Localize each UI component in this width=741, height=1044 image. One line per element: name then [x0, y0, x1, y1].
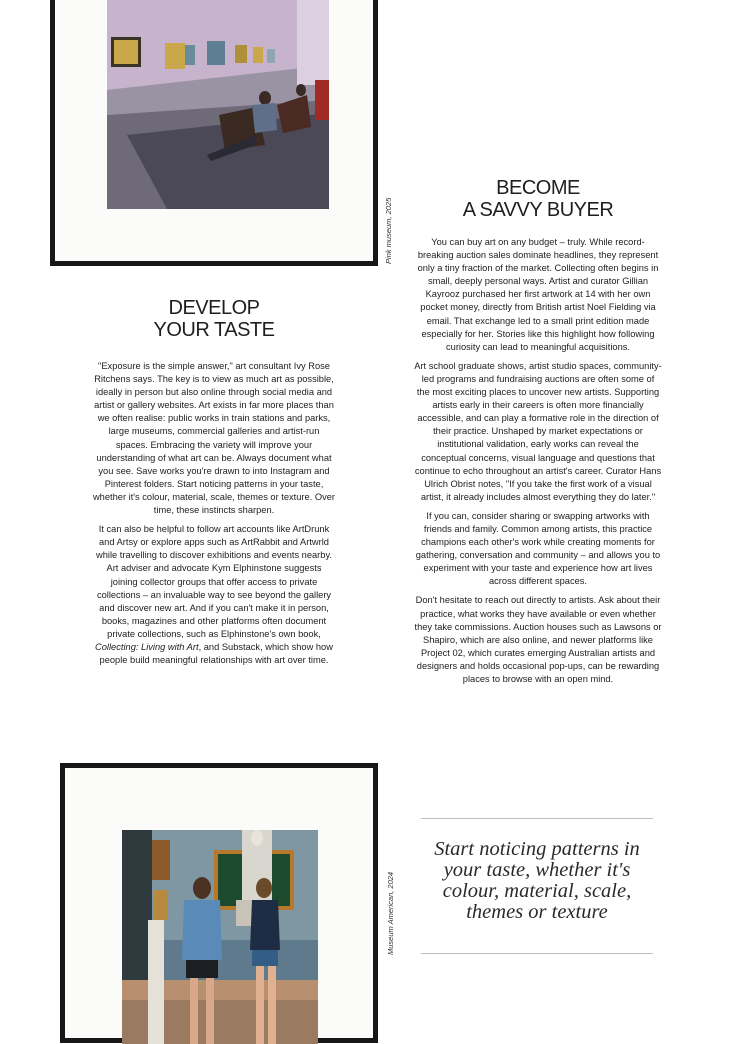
divider: [421, 953, 653, 954]
artwork-frame-top: [50, 0, 378, 266]
body-paragraph: Don't hesitate to reach out directly to artists. Ask about their practice, what works they have available or even whether they take commissions. Auction houses such as Lawsons or Shapiro, which are also online, and newer platforms like Project 02, which curates emerging Australian artists and designers and holds occasional pop-ups, can be rewarding places to browse with an open mind.: [414, 595, 662, 684]
section-heading-buyer: [420, 177, 656, 221]
body-paragraph: You can buy art on any budget – truly. While record-breaking auction sales dominate headlines, they represent only a tiny fraction of the market. Collecting often begins in small, deeply personal ways. Artist and curator Gillian Kayrooz purchased her first artwork at 14 with her own pocket money, directly from British artist Noel Fielding via email. That exchange led to a small print edition made especially for her. Stories like this highlight how following curiosity can lead to meaningful acquisitions.: [417, 237, 659, 352]
body-paragraph: Art school graduate shows, artist studio spaces, community-led programs and fundraising auctions are often some of the most exciting places to uncover new artists. Supporting artists early in their careers is often more financially accessible, and can play a formative role in the direction of their practice. Unshaped by market expectations or institutional validation, early works can reveal the conceptual concerns, visual language and questions that continue to echo throughout an artist's career. Curator Hans Ulrich Obrist notes, "If you take the first work of a visual artist, it already includes almost everything they do later.": [414, 360, 662, 502]
pull-quote: Start noticing patterns in your taste, whether it's colour, material, scale, themes or texture: [434, 838, 640, 923]
paragraph-text: , and Substack, which show how people build meaningful relationships with art over time.: [99, 641, 333, 666]
artwork-caption-top: Pink museum, 2025: [384, 197, 393, 264]
paragraph-text: It can also be helpful to follow art accounts like ArtDrunk and Artsy or explore apps such as ArtRabbit and Artwrld while travelling to discover exhibitions and events nearby. Art adviser and advocate Kym Elphinstone suggests joining collector groups that offer access to private collections – an invaluable way to see beyond the gallery and discover new art. And if you can't make it in person, books, magazines and other platforms often document private collections, such as Elphinstone's own book,: [96, 524, 332, 639]
artwork-pink-museum: [107, 0, 329, 209]
artwork-frame-bottom: [60, 763, 378, 1043]
section-heading-taste: [94, 297, 334, 341]
pull-quote-box: [421, 817, 653, 955]
body-column-buyer: [414, 236, 662, 692]
heading-line: DEVELOP: [168, 297, 260, 319]
heading-line: A SAVVY BUYER: [462, 199, 614, 221]
body-paragraph: "Exposure is the simple answer," art consultant Ivy Rose Ritchens says. The key is to view as much art as possible, ideally in person but also online through social media and artist or gallery websites. Art exists in far more places than we often realise: public works in train stations and parks, large museums, commercial galleries and artist-run spaces. Embracing the variety will improve your understanding of what art can be. Always document what you see. Save works you're drawn to into Instagram and Pinterest folders. Start noticing patterns in your taste, whether it's colour, material, scale, themes or texture. Over time, these instincts sharpen.: [92, 361, 336, 516]
body-column-taste: [92, 360, 336, 673]
artwork-museum-american: [122, 830, 318, 1044]
body-paragraph: [92, 523, 336, 667]
heading-line: YOUR TASTE: [153, 319, 275, 341]
heading-line: BECOME: [496, 177, 580, 199]
book-title: Collecting: Living with Art: [95, 641, 199, 652]
body-paragraph: If you can, consider sharing or swapping artworks with friends and family. Common among artists, this practice champions each other's work while creating moments for gathering, conversation and community – and allows you to experiment with your taste and experience how art lives across different spaces.: [415, 510, 661, 587]
artwork-caption-bottom: Museum American, 2024: [386, 871, 395, 955]
divider: [421, 818, 653, 819]
